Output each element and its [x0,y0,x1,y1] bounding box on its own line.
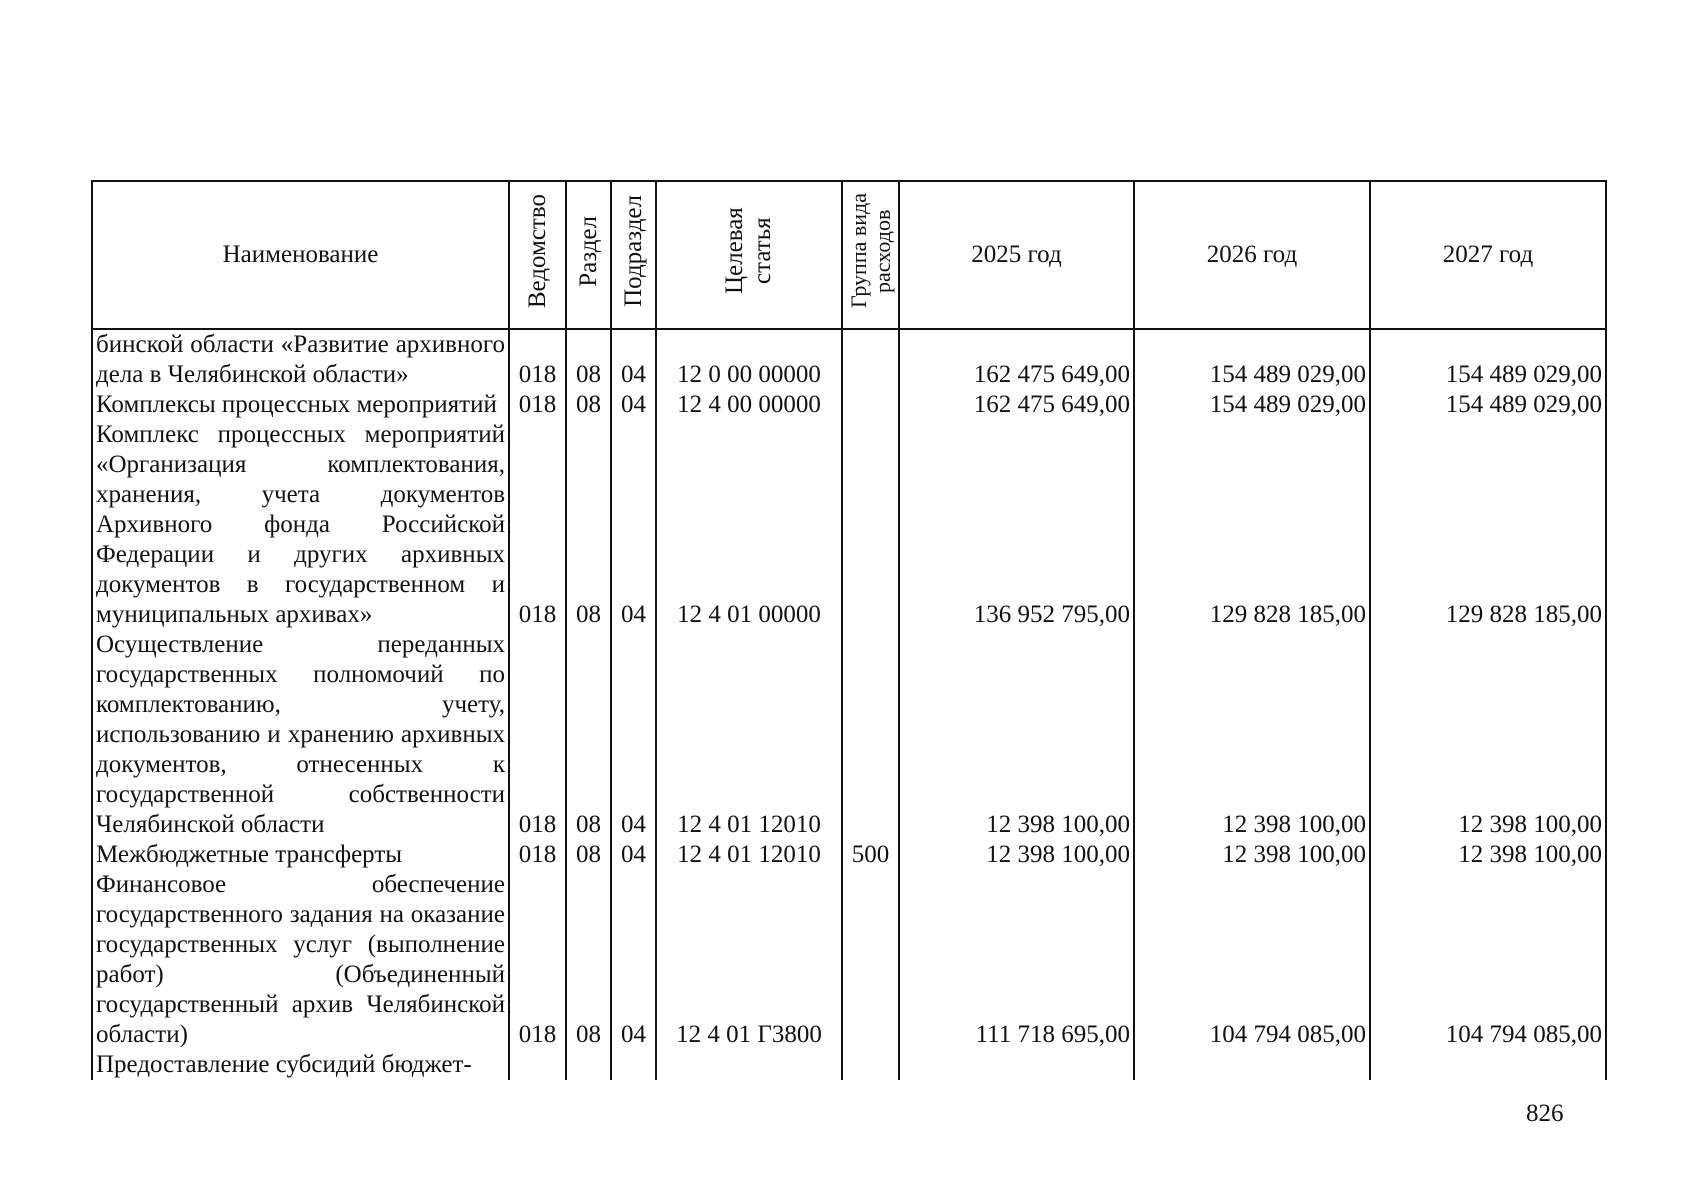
cell-vedomstvo: 018 [509,870,566,1050]
cell-year-2026: 154 489 029,00 [1134,390,1370,420]
cell-year-2026: 129 828 185,00 [1134,420,1370,630]
cell-podrazdel: 04 [611,870,656,1050]
cell-vedomstvo [509,1050,566,1080]
cell-name: Предоставление субсидий бюджет- [92,1050,509,1080]
cell-vedomstvo: 018 [509,390,566,420]
header-gruppa-vida-rashodov: Группа вида расходов [842,181,899,329]
cell-name: Комплексы процессных мероприятий [92,390,509,420]
cell-year-2027: 12 398 100,00 [1370,630,1606,840]
cell-celevaya-statya: 12 4 01 12010 [656,840,842,870]
budget-table [91,180,1607,1080]
table-row [92,630,1606,840]
cell-razdel: 08 [566,390,611,420]
cell-name: Комплекс процессных мероприятий «Организация комплектования, хранения, учета документов Архивного фонда Российской Федерации и других архивных документов в государственном и муниципальных архивах» [92,420,509,630]
cell-podrazdel: 04 [611,840,656,870]
cell-vedomstvo: 018 [509,840,566,870]
cell-celevaya-statya: 12 4 01 12010 [656,630,842,840]
cell-vedomstvo: 018 [509,420,566,630]
cell-year-2025: 162 475 649,00 [899,329,1134,390]
cell-year-2027: 12 398 100,00 [1370,840,1606,870]
cell-podrazdel: 04 [611,420,656,630]
cell-year-2025: 111 718 695,00 [899,870,1134,1050]
cell-gruppa [842,870,899,1050]
header-year-2027: 2027 год [1370,181,1606,329]
cell-year-2025 [899,1050,1134,1080]
table-row [92,1050,1606,1080]
header-vedomstvo: Ведомство [509,181,566,329]
header-year-2025: 2025 год [899,181,1134,329]
cell-gruppa [842,1050,899,1080]
cell-razdel: 08 [566,630,611,840]
table-row [92,840,1606,870]
header-year-2026: 2026 год [1134,181,1370,329]
cell-name: бинской области «Развитие архивного дела в Челябинской области» [92,329,509,390]
header-razdel: Раздел [566,181,611,329]
cell-year-2025: 136 952 795,00 [899,420,1134,630]
header-celevaya-statya: Целевая статья [656,181,842,329]
cell-year-2025: 12 398 100,00 [899,630,1134,840]
cell-year-2026: 12 398 100,00 [1134,630,1370,840]
cell-podrazdel: 04 [611,390,656,420]
cell-name: Осуществление переданных государственных полномочий по комплектованию, учету, использованию и хранению архивных документов, отнесенных к государственной собственности Челябинской области [92,630,509,840]
cell-year-2025: 12 398 100,00 [899,840,1134,870]
cell-year-2027: 104 794 085,00 [1370,870,1606,1050]
cell-name: Финансовое обеспечение государственного задания на оказание государственных услуг (выполнение работ) (Объединенный государственный архив Челябинской области) [92,870,509,1050]
cell-razdel: 08 [566,329,611,390]
cell-celevaya-statya: 12 4 01 Г3800 [656,870,842,1050]
cell-year-2027: 154 489 029,00 [1370,390,1606,420]
cell-year-2027: 129 828 185,00 [1370,420,1606,630]
cell-celevaya-statya: 12 4 01 00000 [656,420,842,630]
cell-razdel: 08 [566,870,611,1050]
cell-celevaya-statya: 12 0 00 00000 [656,329,842,390]
cell-podrazdel [611,1050,656,1080]
cell-year-2025: 162 475 649,00 [899,390,1134,420]
cell-celevaya-statya [656,1050,842,1080]
cell-gruppa [842,390,899,420]
cell-year-2026: 154 489 029,00 [1134,329,1370,390]
cell-celevaya-statya: 12 4 00 00000 [656,390,842,420]
table-row [92,870,1606,1050]
table-body [92,329,1606,1080]
cell-year-2027 [1370,1050,1606,1080]
cell-name: Межбюджетные трансферты [92,840,509,870]
table-row [92,390,1606,420]
cell-razdel [566,1050,611,1080]
table-row [92,329,1606,390]
cell-gruppa [842,329,899,390]
cell-razdel: 08 [566,840,611,870]
cell-podrazdel: 04 [611,329,656,390]
table-row [92,420,1606,630]
cell-year-2026 [1134,1050,1370,1080]
cell-year-2027: 154 489 029,00 [1370,329,1606,390]
cell-podrazdel: 04 [611,630,656,840]
cell-year-2026: 104 794 085,00 [1134,870,1370,1050]
header-name: Наименование [92,181,509,329]
cell-gruppa: 500 [842,840,899,870]
header-podrazdel: Подраздел [611,181,656,329]
cell-razdel: 08 [566,420,611,630]
cell-gruppa [842,420,899,630]
page-number: 826 [1526,1100,1564,1127]
cell-vedomstvo: 018 [509,329,566,390]
cell-vedomstvo: 018 [509,630,566,840]
cell-year-2026: 12 398 100,00 [1134,840,1370,870]
table-header-row [92,181,1606,329]
cell-gruppa [842,630,899,840]
